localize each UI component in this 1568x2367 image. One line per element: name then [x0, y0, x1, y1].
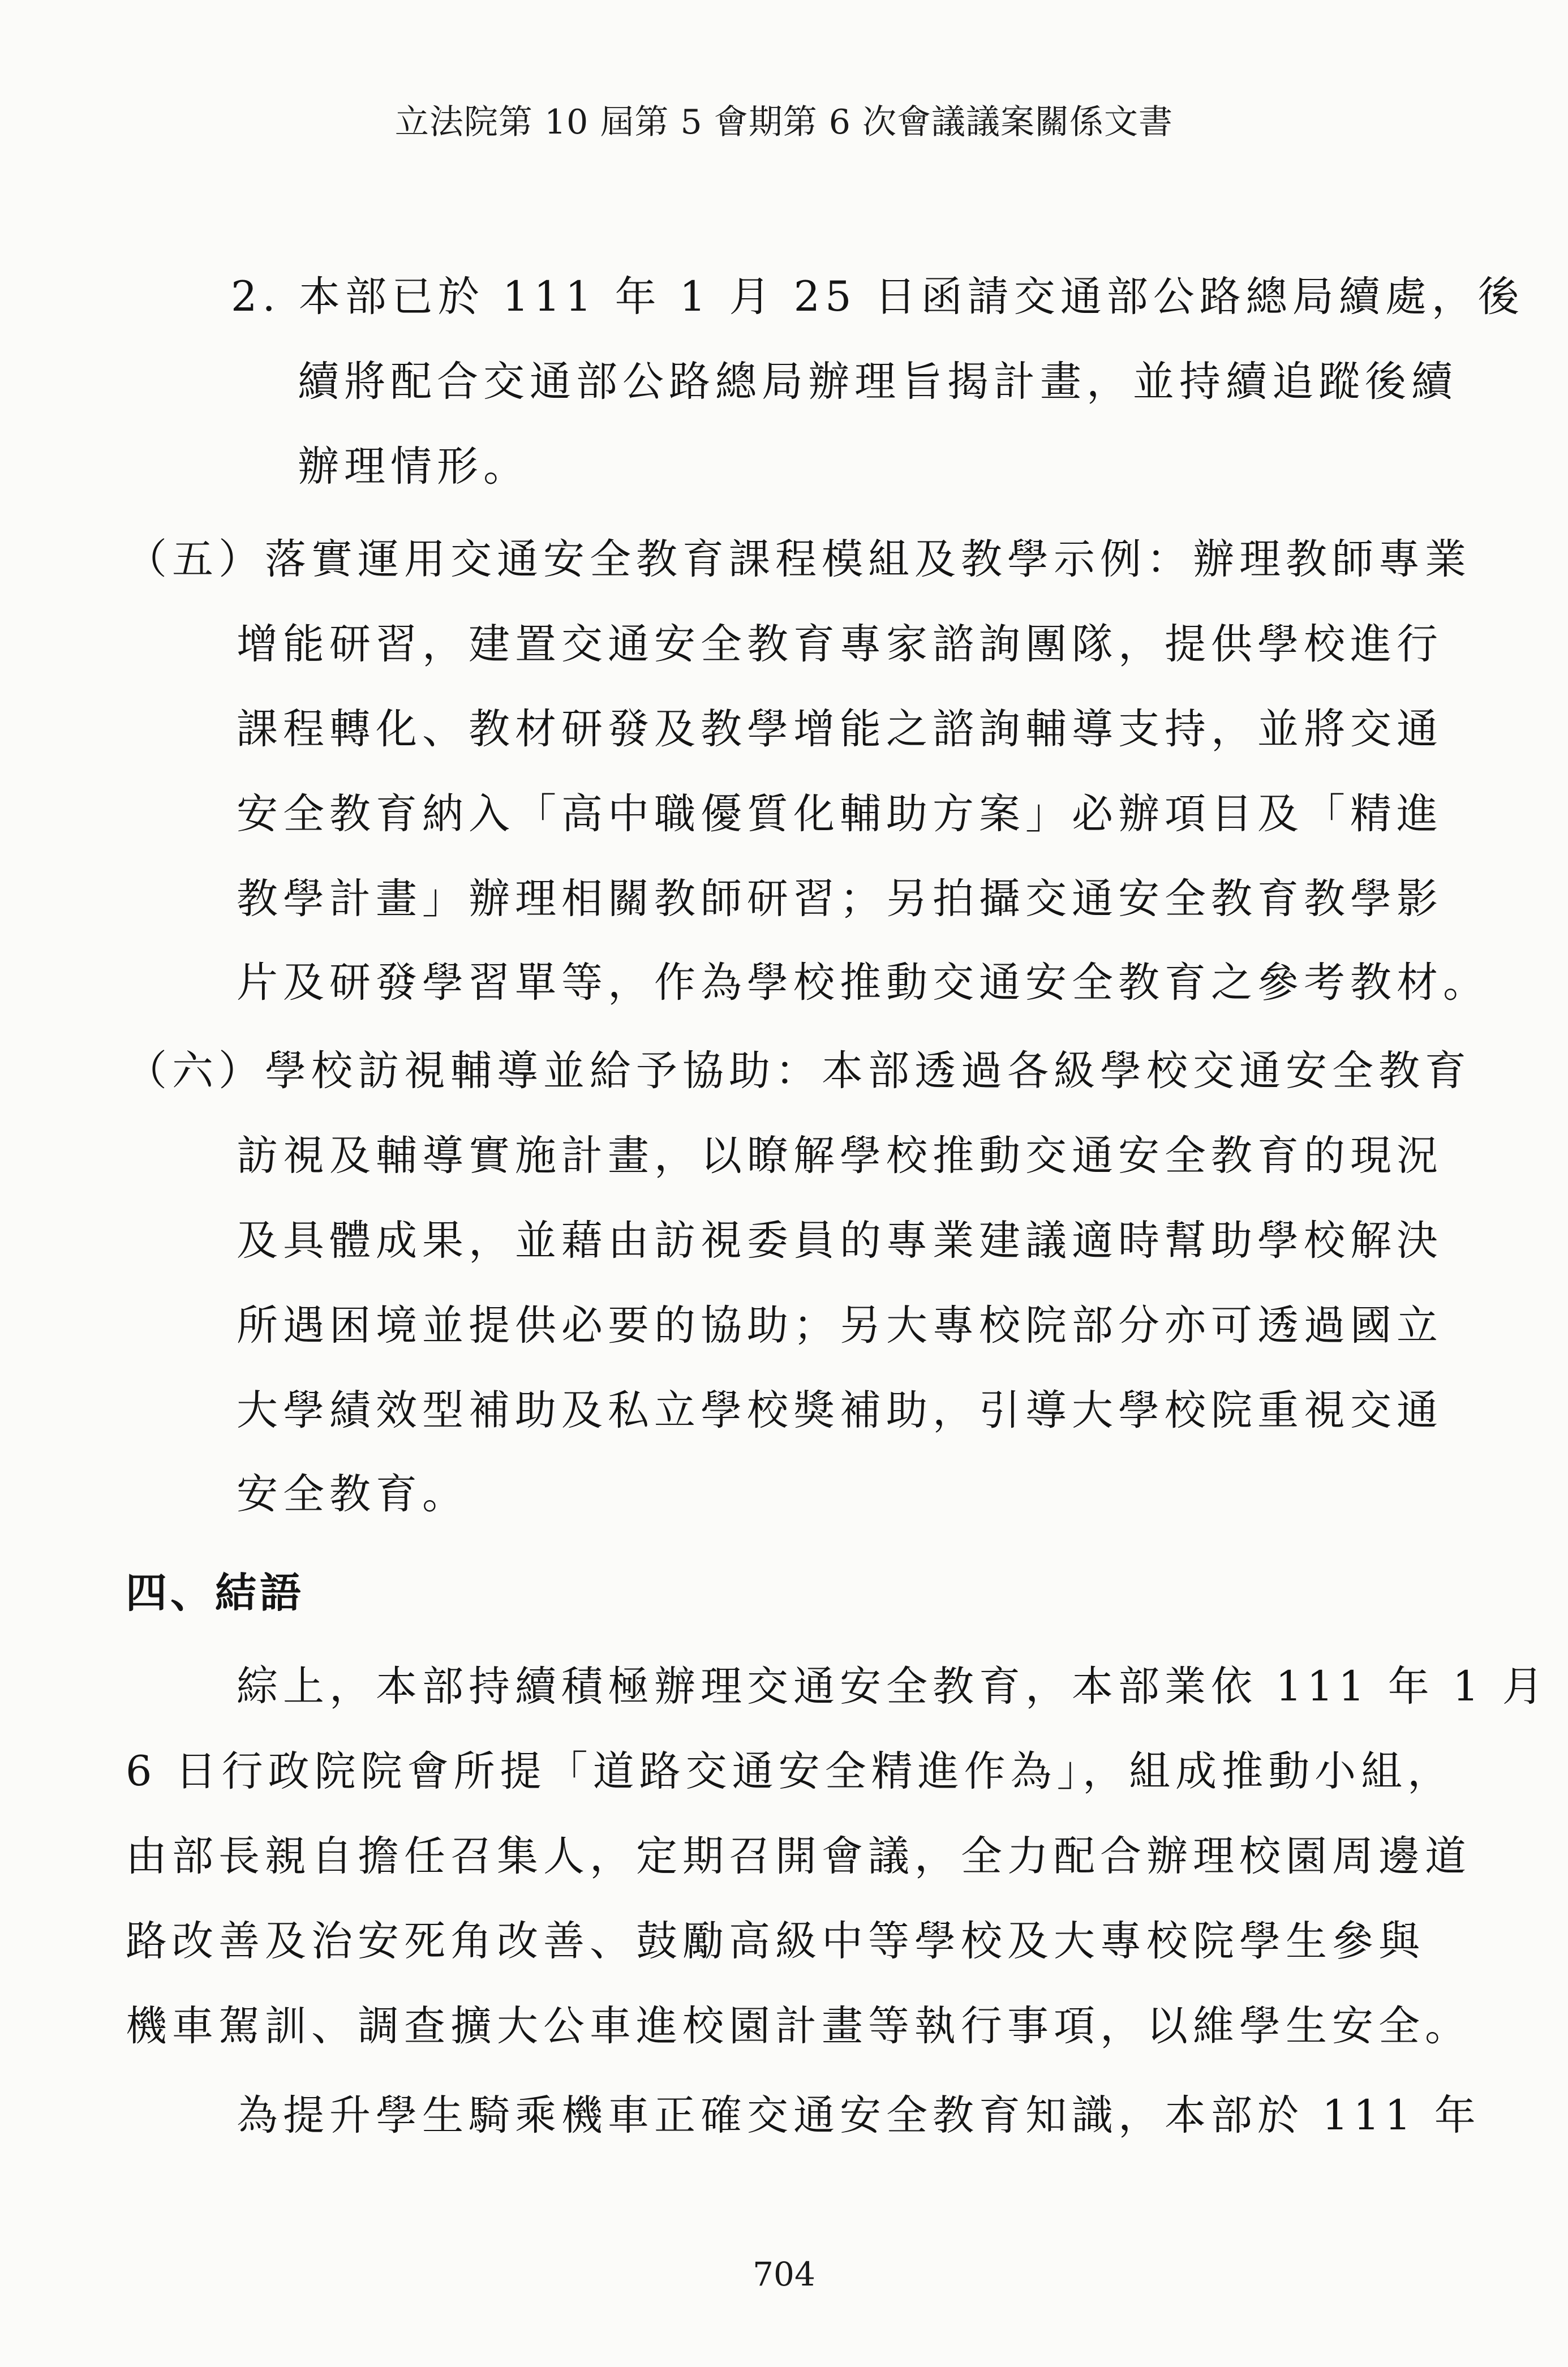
section-6-line-3: 及具體成果，並藉由訪視委員的專業建議適時幫助學校解決: [237, 1217, 1443, 1265]
section-5-line-5: 教學計畫」辦理相關教師研習；另拍攝交通安全教育教學影: [237, 875, 1443, 923]
conclusion-p1-line-5: 機車駕訓、調查擴大公車進校園計畫等執行事項，以維學生安全。: [126, 2002, 1471, 2050]
section-5-line-6: 片及研發學習單等，作為學校推動交通安全教育之參考教材。: [237, 959, 1489, 1007]
item-2-line-3: 辦理情形。: [298, 443, 530, 491]
section-6-line-6: 安全教育。: [237, 1470, 469, 1518]
conclusion-p1-line-2: 6 日行政院院會所提「道路交通安全精進作為」，組成推動小組，: [126, 1747, 1454, 1795]
document-header: 立法院第 10 屆第 5 會期第 6 次會議議案關係文書: [394, 102, 1174, 142]
page-number: 704: [753, 2255, 815, 2293]
section-5-line-3: 課程轉化、教材研發及教學增能之諮詢輔導支持，並將交通: [237, 705, 1443, 753]
item-2-line-2: 續將配合交通部公路總局辦理旨揭計畫，並持續追蹤後續: [298, 358, 1458, 406]
section-5-line-1: （五）落實運用交通安全教育課程模組及教學示例：辦理教師專業: [126, 535, 1471, 583]
conclusion-p1-line-4: 路改善及治安死角改善、鼓勵高級中等學校及大專校院學生參與: [126, 1917, 1425, 1965]
conclusion-p2-line-1: 為提升學生騎乘機車正確交通安全教育知識，本部於 111 年: [237, 2091, 1481, 2140]
conclusion-p1-line-3: 由部長親自擔任召集人，定期召開會議，全力配合辦理校園周邊道: [126, 1832, 1471, 1880]
section-5-line-2: 增能研習，建置交通安全教育專家諮詢團隊，提供學校進行: [237, 620, 1443, 668]
section-6-line-2: 訪視及輔導實施計畫，以瞭解學校推動交通安全教育的現況: [237, 1132, 1443, 1180]
conclusion-heading: 四、結語: [126, 1569, 304, 1617]
conclusion-p1-line-1: 綜上，本部持續積極辦理交通安全教育，本部業依 111 年 1 月: [237, 1663, 1549, 1711]
section-6-line-5: 大學績效型補助及私立學校獎補助，引導大學校院重視交通: [237, 1386, 1443, 1434]
item-2-line-1: 2. 本部已於 111 年 1 月 25 日函請交通部公路總局續處，後: [231, 273, 1524, 321]
section-6-line-4: 所遇困境並提供必要的協助；另大專校院部分亦可透過國立: [237, 1301, 1443, 1350]
section-6-line-1: （六）學校訪視輔導並給予協助：本部透過各級學校交通安全教育: [126, 1047, 1471, 1095]
section-5-line-4: 安全教育納入「高中職優質化輔助方案」必辦項目及「精進: [237, 790, 1443, 838]
